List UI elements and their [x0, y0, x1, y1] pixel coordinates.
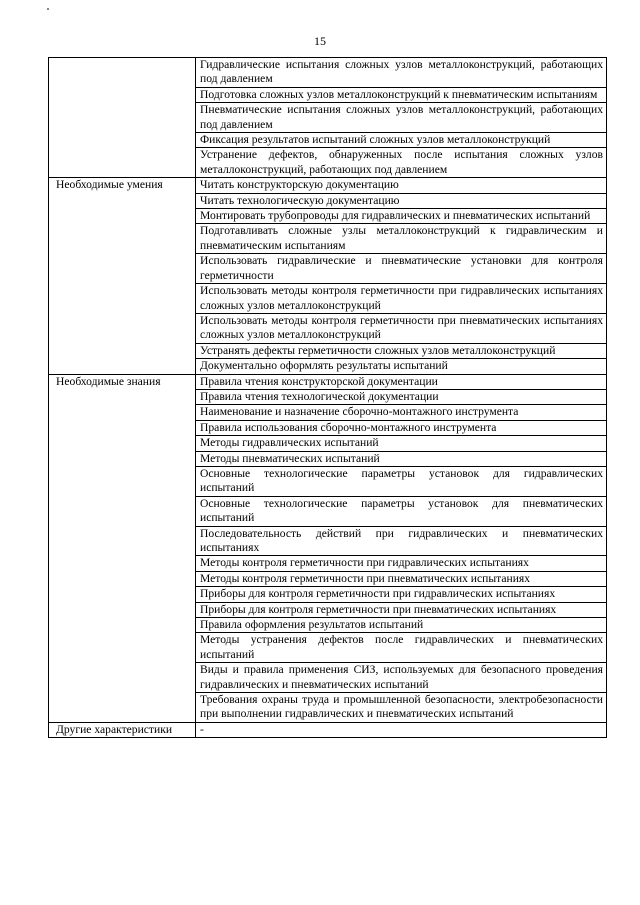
row-item: Правила использования сборочно-монтажного инструмента	[196, 420, 607, 435]
row-item: Подготовка сложных узлов металлоконструкций к пневматическим испытаниям	[196, 87, 607, 102]
row-item: Использовать гидравлические и пневматические установки для контроля герметичности	[196, 254, 607, 284]
row-item: Методы контроля герметичности при пневматических испытаниях	[196, 571, 607, 586]
page-number: 15	[314, 34, 326, 48]
row-item: Методы контроля герметичности при гидравлических испытаниях	[196, 556, 607, 571]
row-item: Основные технологические параметры установок для гидравлических испытаний	[196, 466, 607, 496]
requirements-table-body	[49, 58, 607, 738]
table-row	[49, 178, 607, 193]
row-item: Методы гидравлических испытаний	[196, 436, 607, 451]
row-item: Гидравлические испытания сложных узлов металлоконструкций, работающих под давлением	[196, 58, 607, 88]
row-item: Приборы для контроля герметичности при гидравлических испытаниях	[196, 587, 607, 602]
row-label: Необходимые знания	[49, 374, 196, 722]
row-item: Устранение дефектов, обнаруженных после испытания сложных узлов металлоконструкций, работающих под давлением	[196, 148, 607, 178]
row-item: Читать технологическую документацию	[196, 193, 607, 208]
row-item: Основные технологические параметры установок для пневматических испытаний	[196, 496, 607, 526]
row-item: Монтировать трубопроводы для гидравлических и пневматических испытаний	[196, 209, 607, 224]
table-row	[49, 374, 607, 389]
row-item: Правила чтения технологической документации	[196, 389, 607, 404]
row-item: Наименование и назначение сборочно-монтажного инструмента	[196, 405, 607, 420]
row-item: Читать конструкторскую документацию	[196, 178, 607, 193]
row-item: Устранять дефекты герметичности сложных узлов металлоконструкций	[196, 343, 607, 358]
row-item: Использовать методы контроля герметичности при гидравлических испытаниях сложных узлов металлоконструкций	[196, 284, 607, 314]
row-item: Виды и правила применения СИЗ, используемых для безопасного проведения гидравлических и пневматических испытаний	[196, 663, 607, 693]
row-label: Другие характеристики	[49, 722, 196, 737]
row-item: Требования охраны труда и промышленной безопасности, электробезопасности при выполнении гидравлических и пневматических испытаний	[196, 693, 607, 723]
requirements-table-container	[48, 57, 606, 738]
row-item: Пневматические испытания сложных узлов металлоконструкций, работающих под давлением	[196, 103, 607, 133]
row-item: Правила оформления результатов испытаний	[196, 618, 607, 633]
scan-speck	[47, 8, 49, 10]
row-label	[49, 58, 196, 178]
row-item: Методы пневматических испытаний	[196, 451, 607, 466]
row-item: Правила чтения конструкторской документации	[196, 374, 607, 389]
row-item: -	[196, 722, 607, 737]
row-item: Подготавливать сложные узлы металлоконструкций к гидравлическим и пневматическим испытаниям	[196, 224, 607, 254]
table-row	[49, 722, 607, 737]
requirements-table	[48, 57, 607, 738]
row-item: Методы устранения дефектов после гидравлических и пневматических испытаний	[196, 633, 607, 663]
row-label: Необходимые умения	[49, 178, 196, 374]
row-item: Последовательность действий при гидравлических и пневматических испытаниях	[196, 526, 607, 556]
row-item: Фиксация результатов испытаний сложных узлов металлоконструкций	[196, 133, 607, 148]
row-item: Приборы для контроля герметичности при пневматических испытаниях	[196, 602, 607, 617]
table-row	[49, 58, 607, 88]
row-item: Использовать методы контроля герметичности при пневматических испытаниях сложных узлов металлоконструкций	[196, 313, 607, 343]
row-item: Документально оформлять результаты испытаний	[196, 359, 607, 374]
